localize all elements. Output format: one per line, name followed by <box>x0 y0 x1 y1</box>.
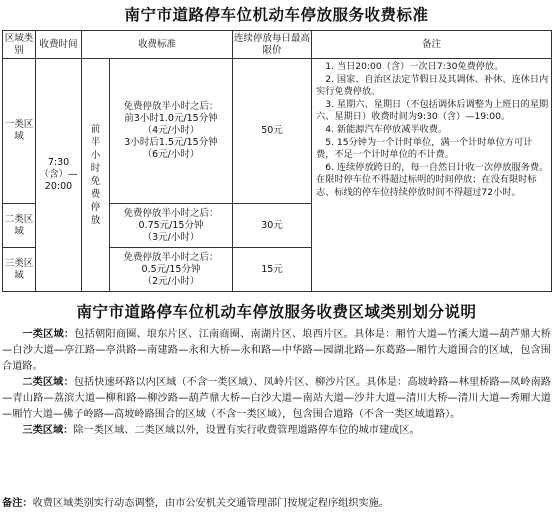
free-period-cell: 前半小时免费停放 <box>82 59 110 292</box>
table-header-row <box>3 31 552 59</box>
note-item: 6. 连续停放跨日的，每一自然日计收一次停放服务费。在限时停车位不得超过标明的时间停放；在没有限时标志、标线的停车位持续停放时间不得超过72小时。 <box>316 161 549 198</box>
zone-text: 除一类区域、二类区域以外，设置有实行收费管理道路停车位的城市建成区。 <box>73 425 420 436</box>
zone-cell: 一类区域 <box>3 59 36 204</box>
footnote-label: 备注： <box>2 498 33 509</box>
zone-cell: 三类区域 <box>3 248 36 292</box>
standard-cell: 免费停放半小时之后： 0.75元/15分钟 （3元/小时） <box>110 204 233 248</box>
footnote-text: 收费区域类别实行动态调整，由市公安机关交通管理部门按规定程序组织实施。 <box>32 498 390 509</box>
limit-cell: 30元 <box>233 204 312 248</box>
limit-cell: 15元 <box>233 248 312 292</box>
zone-paragraph <box>2 423 551 439</box>
note-item: 4. 新能源汽车停放减半收费。 <box>325 123 448 135</box>
note-item: 5. 15分钟为一个计时单位，满一个计时单位方可计费，不足一个计时单位的不计费。 <box>316 136 533 161</box>
note-item: 1. 当日20:00（含）一次日7:30免费停放。 <box>325 61 504 72</box>
note-item: 2. 国家、自治区法定节假日及其调休、补休、连休日内实行免费停放。 <box>316 73 549 98</box>
note-item: 3. 星期六、星期日（不包括调休后调整为上班日的星期六、星期日）收费时间为9:30（含）—19:00。 <box>316 98 549 123</box>
zone-text: 包括快速环路以内区域（不含一类区域）、凤岭片区、柳沙片区。具体是：高坡岭路—林里桥路—凤岭南路—青山路—荔滨大道—柳和路—柳沙路—葫芦鼎大桥—白沙大道—南站大道—沙井大道—清川大桥—清川大道—秀厢大道—厢竹大道—佛子岭路—高坡岭路围合的区域（不含一类区域），包含围合道路（不含一类区域道路）。 <box>2 377 551 420</box>
notes-cell <box>312 59 552 292</box>
header-time: 收费时间 <box>36 31 82 59</box>
zone-paragraph <box>2 327 551 375</box>
header-standard: 收费标准 <box>82 31 233 59</box>
zone-paragraph <box>2 375 551 423</box>
page-title: 南宁市道路停车位机动车停放服务收费标准 <box>124 6 429 24</box>
standard-cell: 免费停放半小时之后： 前3小时1.0元/15分钟 （4元/小时） 3小时后1.5元/15分钟 （6元/小时） <box>110 59 233 204</box>
footnote <box>2 496 551 512</box>
zone-label: 二类区域： <box>22 377 74 388</box>
header-limit: 连续停放每日最高限价 <box>233 31 312 59</box>
zone-label: 三类区域： <box>22 425 74 436</box>
table-row <box>3 59 552 204</box>
limit-cell: 50元 <box>233 59 312 204</box>
fee-table <box>2 30 552 292</box>
header-notes: 备注 <box>312 31 552 59</box>
zone-label: 一类区域： <box>22 329 75 340</box>
zones-title: 南宁市道路停车位机动车停放服务收费区域类别划分说明 <box>76 303 477 321</box>
zones-description <box>2 327 551 439</box>
header-zone: 区域类别 <box>3 31 36 59</box>
charge-time-cell: 7:30 （含）— 20:00 <box>36 59 82 292</box>
zone-cell: 二类区域 <box>3 204 36 248</box>
standard-cell: 免费停放半小时之后： 0.5元/15分钟 （2元/小时） <box>110 248 233 292</box>
zone-text: 包括朝阳商圈、埌东片区、江南商圈、南湖片区、埌西片区。具体是：厢竹大道—竹溪大道—葫芦鼎大桥—白沙大道—亭江路—亭洪路—南建路—永和大桥—永和路—中华路—园湖北路—东葛路—厢竹大道围合的区域，包含围合道路。 <box>2 329 551 372</box>
